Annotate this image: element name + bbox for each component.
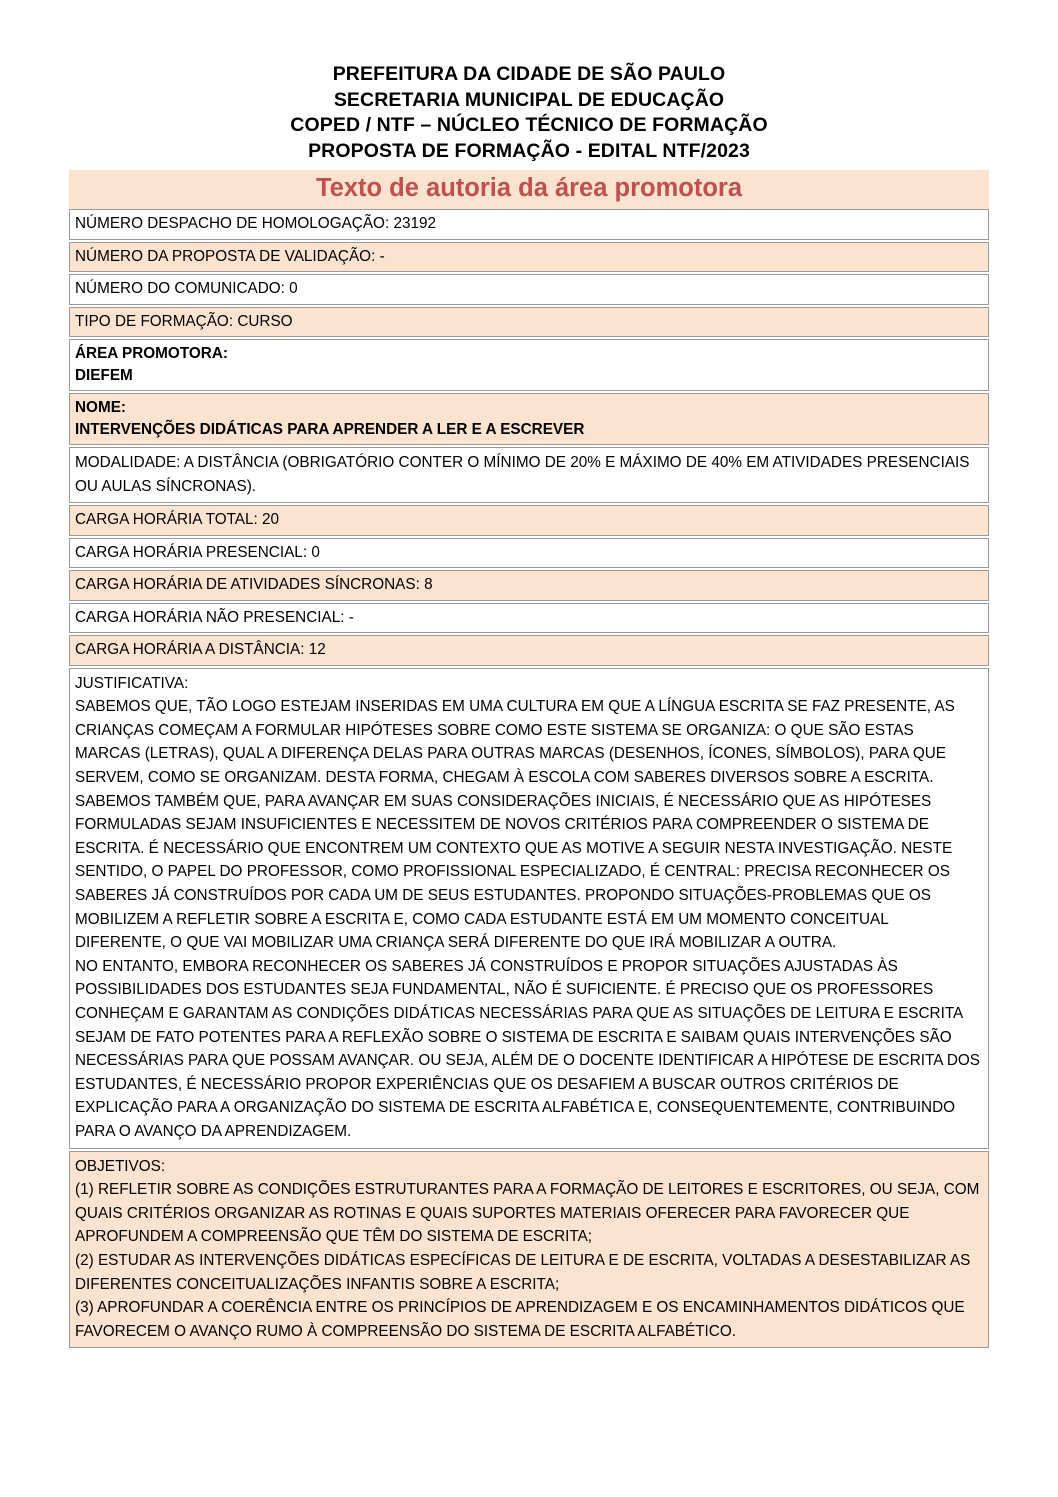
objetivo-item-1: (1) REFLETIR SOBRE AS CONDIÇÕES ESTRUTURANTES PARA A FORMAÇÃO DE LEITORES E ESCRITORES, OU SEJA, COM QUAIS CRITÉRIOS ORGANIZAR AS ROTINAS E QUAIS SUPORTES MATERIAIS OFERECER PARA FAVORECER QUE APROFUNDEM A COMPREENSÃO QUE TÊM DO SISTEMA DE ESCRITA; xyxy=(75,1181,980,1246)
banner-title: Texto de autoria da área promotora xyxy=(315,174,743,202)
area-promotora-value: DIEFEM xyxy=(75,366,133,384)
table-row-despacho-homologacao xyxy=(69,209,989,240)
header-line-secretaria: SECRETARIA MUNICIPAL DE EDUCAÇÃO xyxy=(333,88,725,111)
table-row-proposta-validacao xyxy=(69,242,989,273)
header-line-coped-ntf: COPED / NTF – NÚCLEO TÉCNICO DE FORMAÇÃO xyxy=(290,114,768,136)
proposta-validacao-text: NÚMERO DA PROPOSTA DE VALIDAÇÃO: - xyxy=(75,247,385,265)
nome-value: INTERVENÇÕES DIDÁTICAS PARA APRENDER A LER E A ESCREVER xyxy=(75,420,585,438)
despacho-homologacao-text: NÚMERO DESPACHO DE HOMOLOGAÇÃO: 23192 xyxy=(75,215,436,232)
header-line-proposta-edital: PROPOSTA DE FORMAÇÃO - EDITAL NTF/2023 xyxy=(308,139,750,162)
table-row-carga-horaria-nao-presencial xyxy=(69,603,989,634)
table-row-carga-horaria-presencial xyxy=(69,538,989,569)
objetivo-item-2: (2) ESTUDAR AS INTERVENÇÕES DIDÁTICAS ESPECÍFICAS DE LEITURA E DE ESCRITA, VOLTADAS A DESESTABILIZAR AS DIFERENTES CONCEITUALIZAÇÕES INFANTIS SOBRE A ESCRITA; xyxy=(75,1251,971,1293)
modalidade-text: MODALIDADE: A DISTÂNCIA (OBRIGATÓRIO CONTER O MÍNIMO DE 20% E MÁXIMO DE 40% EM ATIVIDADES PRESENCIAIS OU AULAS SÍNCRONAS). xyxy=(75,454,970,495)
table-row-carga-horaria-sincronas xyxy=(69,570,989,601)
document-header xyxy=(0,0,1058,164)
area-promotora-label: ÁREA PROMOTORA: xyxy=(75,345,228,362)
carga-horaria-presencial-text: CARGA HORÁRIA PRESENCIAL: 0 xyxy=(75,543,320,561)
table-row-carga-horaria-distancia xyxy=(69,635,989,666)
header-line-prefeitura: PREFEITURA DA CIDADE DE SÃO PAULO xyxy=(332,63,726,85)
justificativa-label: JUSTIFICATIVA: xyxy=(75,674,189,692)
table-row-carga-horaria-total xyxy=(69,505,989,536)
nome-label: NOME: xyxy=(75,399,126,416)
justificativa-paragraph-1: SABEMOS QUE, TÃO LOGO ESTEJAM INSERIDAS EM UMA CULTURA EM QUE A LÍNGUA ESCRITA SE FAZ PRESENTE, AS CRIANÇAS COMEÇAM A FORMULAR HIPÓTESES SOBRE COMO ESTE SISTEMA SE ORGANIZA: O QUE SÃO ESTAS MARCAS (LETRAS), QUAL A DIFERENÇA DELAS PARA OUTRAS MARCAS (DESENHOS, ÍCONES, SÍMBOLOS), PARA QUE SERVEM, COMO SE ORGANIZAM. DESTA FORMA, CHEGAM À ESCOLA COM SABERES DIVERSOS SOBRE A ESCRITA. xyxy=(75,698,955,787)
objetivos-label: OBJETIVOS: xyxy=(75,1157,166,1175)
carga-horaria-sincronas-text: CARGA HORÁRIA DE ATIVIDADES SÍNCRONAS: 8 xyxy=(75,576,433,594)
table-row-tipo-formacao xyxy=(69,307,989,338)
carga-horaria-total-text: CARGA HORÁRIA TOTAL: 20 xyxy=(75,511,280,529)
table-row-area-promotora xyxy=(69,339,989,391)
justificativa-paragraph-3: NO ENTANTO, EMBORA RECONHECER OS SABERES JÁ CONSTRUÍDOS E PROPOR SITUAÇÕES AJUSTADAS ÀS POSSIBILIDADES DOS ESTUDANTES SEJA FUNDAMENTAL, NÃO É SUFICIENTE. É PRECISO QUE OS PROFESSORES CONHEÇAM E GARANTAM AS CONDIÇÕES DIDÁTICAS NECESSÁRIAS PARA QUE AS SITUAÇÕES DE LEITURA E ESCRITA SEJAM DE FATO POTENTES PARA A REFLEXÃO SOBRE O SISTEMA DE ESCRITA E SAIBAM QUAIS INTERVENÇÕES SÃO NECESSÁRIAS PARA QUE POSSAM AVANÇAR. OU SEJA, ALÉM DE O DOCENTE IDENTIFICAR A HIPÓTESE DE ESCRITA DOS ESTUDANTES, É NECESSÁRIO PROPOR EXPERIÊNCIAS QUE OS DESAFIEM A BUSCAR OUTROS CRITÉRIOS DE EXPLICAÇÃO PARA A ORGANIZAÇÃO DO SISTEMA DE ESCRITA ALFABÉTICA E, CONSEQUENTEMENTE, CONTRIBUINDO PARA O AVANÇO DA APRENDIZAGEM. xyxy=(75,957,980,1140)
table-row-justificativa xyxy=(69,668,989,1149)
justificativa-paragraph-2: SABEMOS TAMBÉM QUE, PARA AVANÇAR EM SUAS CONSIDERAÇÕES INICIAIS, É NECESSÁRIO QUE AS HIPÓTESES FORMULADAS SEJAM INSUFICIENTES E NECESSITEM DE NOVOS CRITÉRIOS PARA COMPREENDER O SISTEMA DE ESCRITA. É NECESSÁRIO QUE ENCONTREM UM CONTEXTO QUE AS MOTIVE A SEGUIR NESTA INVESTIGAÇÃO. NESTE SENTIDO, O PAPEL DO PROFESSOR, COMO PROFISSIONAL ESPECIALIZADO, É CENTRAL: PRECISA RECONHECER OS SABERES JÁ CONSTRUÍDOS POR CADA UM DE SEUS ESTUDANTES. PROPONDO SITUAÇÕES-PROBLEMAS QUE OS MOBILIZEM A REFLETIR SOBRE A ESCRITA E, COMO CADA ESTUDANTE ESTÁ EM UM MOMENTO CONCEITUAL DIFERENTE, O QUE VAI MOBILIZAR UMA CRIANÇA SERÁ DIFERENTE DO QUE IRÁ MOBILIZAR A OUTRA. xyxy=(75,792,953,952)
carga-horaria-nao-presencial-text: CARGA HORÁRIA NÃO PRESENCIAL: - xyxy=(75,608,354,626)
proposal-table xyxy=(69,170,989,1348)
table-row-banner xyxy=(69,170,989,209)
table-row-comunicado xyxy=(69,274,989,305)
table-row-nome xyxy=(69,393,989,445)
table-row-modalidade xyxy=(69,447,989,503)
objetivo-item-3: (3) APROFUNDAR A COERÊNCIA ENTRE OS PRINCÍPIOS DE APRENDIZAGEM E OS ENCAMINHAMENTOS DIDÁTICOS QUE FAVORECEM O AVANÇO RUMO À COMPREENSÃO DO SISTEMA DE ESCRITA ALFABÉTICO. xyxy=(75,1299,965,1340)
comunicado-text: NÚMERO DO COMUNICADO: 0 xyxy=(75,280,298,297)
tipo-formacao-text: TIPO DE FORMAÇÃO: CURSO xyxy=(75,312,293,330)
table-row-objetivos xyxy=(69,1151,989,1349)
carga-horaria-distancia-text: CARGA HORÁRIA A DISTÂNCIA: 12 xyxy=(75,641,326,659)
